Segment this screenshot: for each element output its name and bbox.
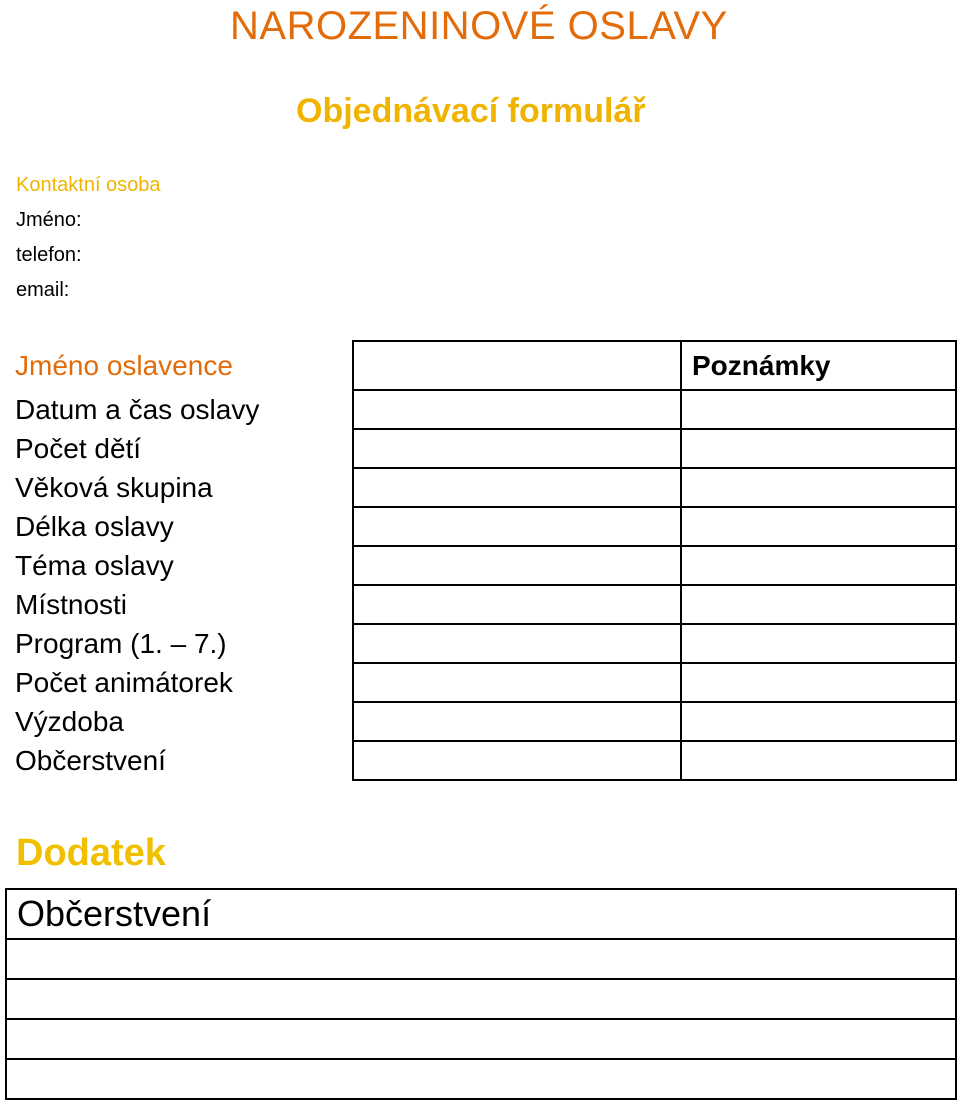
- addendum-row-field[interactable]: [6, 979, 956, 1019]
- row-value-field[interactable]: [353, 341, 681, 390]
- row-notes-field[interactable]: [681, 624, 956, 663]
- table-row: [5, 429, 956, 468]
- row-value-field[interactable]: [353, 546, 681, 585]
- page-subtitle: Objednávací formulář: [296, 92, 646, 130]
- row-label: Jméno oslavence: [5, 341, 353, 390]
- addendum-table: [5, 888, 957, 1100]
- addendum-heading: Dodatek: [16, 832, 166, 874]
- row-value-field[interactable]: [353, 624, 681, 663]
- row-value-field[interactable]: [353, 585, 681, 624]
- row-value-field[interactable]: [353, 663, 681, 702]
- row-notes-field[interactable]: [681, 741, 956, 780]
- row-value-field[interactable]: [353, 468, 681, 507]
- row-notes-field[interactable]: [681, 585, 956, 624]
- row-value-field[interactable]: [353, 429, 681, 468]
- row-label: Délka oslavy: [5, 507, 353, 546]
- row-value-field[interactable]: [353, 741, 681, 780]
- row-value-field[interactable]: [353, 390, 681, 429]
- contact-name-label: Jméno:: [16, 209, 82, 231]
- table-row: [5, 546, 956, 585]
- table-row: [5, 585, 956, 624]
- table-row: [5, 624, 956, 663]
- row-label: Občerstvení: [5, 741, 353, 780]
- row-label: Věková skupina: [5, 468, 353, 507]
- table-row: [6, 979, 956, 1019]
- row-notes-field[interactable]: [681, 390, 956, 429]
- table-row: [5, 507, 956, 546]
- addendum-row-field[interactable]: [6, 1019, 956, 1059]
- table-row: [5, 702, 956, 741]
- addendum-row-field[interactable]: [6, 1059, 956, 1099]
- page-title: NAROZENINOVÉ OSLAVY: [230, 4, 728, 48]
- table-row: [6, 1019, 956, 1059]
- row-label: Počet animátorek: [5, 663, 353, 702]
- contact-phone-label: telefon:: [16, 244, 82, 266]
- row-notes-field[interactable]: [681, 546, 956, 585]
- table-row: [6, 889, 956, 939]
- row-label: Téma oslavy: [5, 546, 353, 585]
- addendum-row-field[interactable]: Občerstvení: [6, 889, 956, 939]
- row-label: Výzdoba: [5, 702, 353, 741]
- row-notes-field[interactable]: [681, 468, 956, 507]
- contact-email-label: email:: [16, 279, 70, 301]
- contact-heading: Kontaktní osoba: [16, 174, 161, 196]
- order-table: [5, 340, 957, 781]
- row-notes-field[interactable]: [681, 702, 956, 741]
- row-label: Místnosti: [5, 585, 353, 624]
- row-notes-field[interactable]: [681, 663, 956, 702]
- table-row: [5, 468, 956, 507]
- notes-header: Poznámky: [681, 341, 956, 390]
- row-notes-field[interactable]: [681, 507, 956, 546]
- row-label: Datum a čas oslavy: [5, 390, 353, 429]
- table-row: [5, 663, 956, 702]
- addendum-row-field[interactable]: [6, 939, 956, 979]
- contact-section: [16, 168, 161, 308]
- table-row: [5, 341, 956, 390]
- row-label: Počet dětí: [5, 429, 353, 468]
- row-value-field[interactable]: [353, 507, 681, 546]
- row-label: Program (1. – 7.): [5, 624, 353, 663]
- table-row: [6, 1059, 956, 1099]
- table-row: [6, 939, 956, 979]
- table-row: [5, 741, 956, 780]
- row-notes-field[interactable]: [681, 429, 956, 468]
- table-row: [5, 390, 956, 429]
- row-value-field[interactable]: [353, 702, 681, 741]
